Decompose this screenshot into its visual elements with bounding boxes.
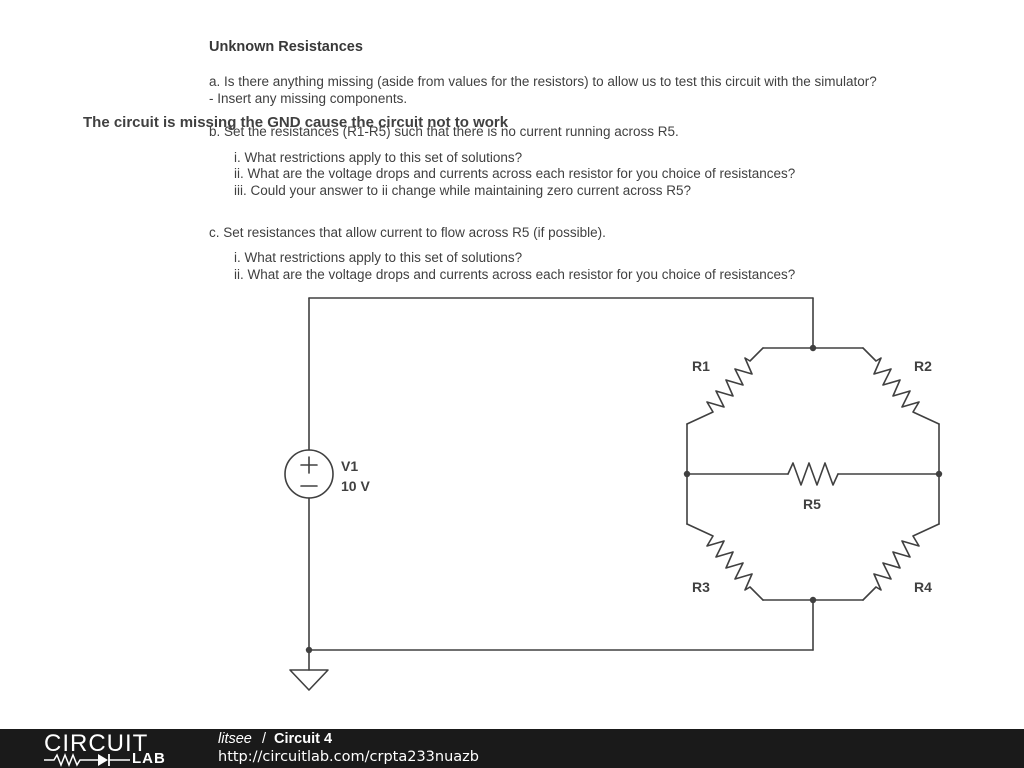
question-b-i: i. What restrictions apply to this set of solutions? (234, 150, 523, 165)
footer-bar (0, 729, 1024, 768)
footer-separator: / (262, 731, 267, 747)
r5-label: R5 (803, 496, 821, 512)
r3-label: R3 (692, 579, 710, 595)
question-a-line1: a. Is there anything missing (aside from values for the resistors) to allow us to test this circuit with the simulator? (209, 74, 877, 89)
question-c-line1: c. Set resistances that allow current to flow across R5 (if possible). (209, 225, 606, 240)
v1-label: V1 (341, 458, 359, 474)
ground-symbol (290, 670, 328, 690)
question-b-ii: ii. What are the voltage drops and currents across each resistor for you choice of resistances? (234, 166, 796, 181)
question-b-line1: b. Set the resistances (R1-R5) such that there is no current running across R5. (209, 124, 679, 139)
author-link[interactable]: litsee (218, 731, 252, 747)
junction-top (810, 345, 816, 351)
junction-left (684, 471, 690, 477)
junction-ground (306, 647, 312, 653)
v1-value: 10 V (341, 478, 370, 494)
circuit-url-link[interactable]: http://circuitlab.com/crpta233nuazb (218, 749, 479, 765)
logo-lab-text: LAB (132, 750, 166, 767)
r2-label: R2 (914, 358, 932, 374)
r4-label: R4 (914, 579, 932, 595)
question-a-line2: - Insert any missing components. (209, 91, 408, 106)
question-c-i: i. What restrictions apply to this set of solutions? (234, 250, 523, 265)
circuit-name[interactable]: Circuit 4 (274, 731, 333, 747)
question-b-iii: iii. Could your answer to ii change while maintaining zero current across R5? (234, 183, 691, 198)
question-c-ii: ii. What are the voltage drops and currents across each resistor for you choice of resistances? (234, 267, 796, 282)
junction-bottom (810, 597, 816, 603)
junction-right (936, 471, 942, 477)
page-title: Unknown Resistances (209, 39, 363, 55)
logo-resistor-icon (44, 751, 132, 767)
resistor-r5-zigzag (788, 463, 838, 485)
logo-circuit-text: CIRCUIT (44, 730, 149, 757)
r1-label: R1 (692, 358, 710, 374)
ground-annotation: The circuit is missing the GND cause the circuit not to work (83, 114, 509, 131)
